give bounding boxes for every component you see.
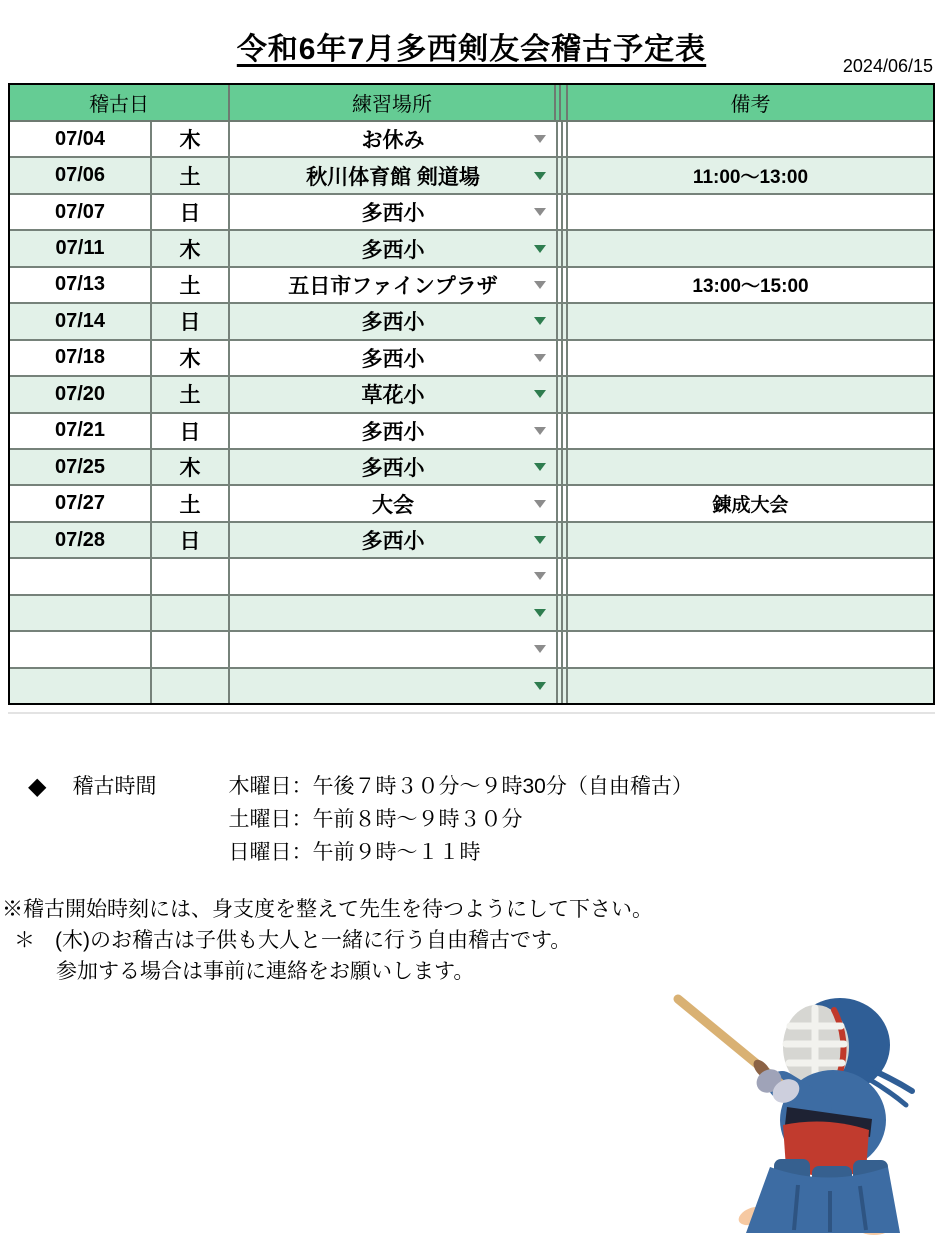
remarks-cell (568, 669, 933, 703)
table-row (10, 158, 933, 194)
dropdown-arrow-icon[interactable] (534, 536, 546, 544)
location-cell (230, 195, 556, 229)
dropdown-arrow-icon[interactable] (534, 682, 546, 690)
practice-date-cell (10, 596, 152, 630)
practice-date-cell: 07/20 (10, 377, 152, 411)
column-divider (556, 341, 568, 375)
practice-time-thursday: 木曜日：午後７時３０分〜９時30分（自由稽古） (228, 775, 693, 798)
column-divider (556, 122, 568, 156)
dropdown-arrow-icon[interactable] (534, 354, 546, 362)
location-cell (230, 486, 556, 520)
column-divider (556, 414, 568, 448)
dropdown-arrow-icon[interactable] (534, 645, 546, 653)
note-line-1: ※稽古開始時刻には、身支度を整えて先生を待つようにして下さい。 (2, 898, 653, 921)
column-divider (556, 377, 568, 411)
weekday-cell (152, 632, 230, 666)
remarks-cell (568, 122, 933, 156)
dropdown-arrow-icon[interactable] (534, 463, 546, 471)
location-text: 多西小 (361, 202, 425, 226)
dropdown-arrow-icon[interactable] (534, 208, 546, 216)
table-row (10, 268, 933, 304)
doc-date: 2024/06/15 (842, 56, 933, 76)
location-cell (230, 450, 556, 484)
weekday-cell: 土 (152, 486, 230, 520)
table-row (10, 559, 933, 595)
remarks-cell (568, 450, 933, 484)
dropdown-arrow-icon[interactable] (534, 500, 546, 508)
note-line-2-text: (木)のお稽古は子供も大人と一緒に行う自由稽古です。 (55, 929, 572, 952)
location-text: 多西小 (361, 420, 425, 444)
practice-date-cell: 07/18 (10, 341, 152, 375)
practice-time-section (28, 770, 693, 869)
practice-time-sunday: 日曜日：午前９時〜１１時 (228, 841, 481, 864)
note-line-2 (2, 925, 653, 956)
table-row (10, 304, 933, 340)
remarks-cell: 13:00〜15:00 (692, 276, 809, 298)
table-row (10, 596, 933, 632)
table-row (10, 195, 933, 231)
practice-time-label: 稽古時間 (72, 775, 157, 798)
column-divider (556, 195, 568, 229)
notes-section (2, 894, 653, 987)
col-header-practice-day: 稽古日 (10, 85, 230, 120)
location-cell (230, 523, 556, 557)
column-divider (556, 523, 568, 557)
dropdown-arrow-icon[interactable] (534, 172, 546, 180)
location-cell (230, 304, 556, 338)
location-cell (230, 268, 556, 302)
dropdown-arrow-icon[interactable] (534, 427, 546, 435)
column-divider (556, 596, 568, 630)
asterisk-marker: ＊ (14, 929, 35, 952)
col-header-location: 練習場所 (230, 85, 556, 120)
table-row (10, 377, 933, 413)
location-cell (230, 231, 556, 265)
practice-date-cell (10, 632, 152, 666)
practice-date-cell (10, 669, 152, 703)
practice-time-lines (228, 770, 692, 869)
weekday-cell: 日 (152, 523, 230, 557)
weekday-cell (152, 596, 230, 630)
remarks-cell (568, 632, 933, 666)
weekday-cell: 土 (152, 158, 230, 192)
column-divider (556, 559, 568, 593)
column-divider (556, 158, 568, 192)
column-divider (556, 304, 568, 338)
location-text: 秋川体育館 剣道場 (306, 165, 480, 189)
dropdown-arrow-icon[interactable] (534, 317, 546, 325)
diamond-bullet-icon: ◆ (28, 773, 47, 800)
location-cell (230, 158, 556, 192)
column-divider (556, 669, 568, 703)
location-text: 多西小 (361, 238, 425, 262)
table-row (10, 632, 933, 668)
weekday-cell: 木 (152, 231, 230, 265)
location-text: 草花小 (361, 384, 425, 408)
remarks-cell (568, 231, 933, 265)
location-cell (230, 377, 556, 411)
practice-date-cell: 07/14 (10, 304, 152, 338)
location-text: 五日市ファインプラザ (288, 274, 498, 298)
table-row (10, 669, 933, 703)
remarks-cell: 11:00〜13:00 (692, 167, 809, 189)
location-cell (230, 559, 556, 593)
dropdown-arrow-icon[interactable] (534, 572, 546, 580)
remarks-cell (568, 304, 933, 338)
table-row (10, 122, 933, 158)
column-divider (556, 268, 568, 302)
table-row (10, 231, 933, 267)
weekday-cell: 土 (152, 377, 230, 411)
column-divider (556, 486, 568, 520)
location-cell (230, 122, 556, 156)
location-text: 大会 (372, 493, 414, 517)
practice-date-cell: 07/27 (10, 486, 152, 520)
weekday-cell: 日 (152, 195, 230, 229)
practice-date-cell: 07/06 (10, 158, 152, 192)
practice-date-cell: 07/21 (10, 414, 152, 448)
location-text: 多西小 (361, 530, 425, 554)
dropdown-arrow-icon[interactable] (534, 609, 546, 617)
weekday-cell: 木 (152, 450, 230, 484)
weekday-cell (152, 669, 230, 703)
table-row (10, 486, 933, 522)
location-text: 多西小 (361, 311, 425, 335)
remarks-cell (568, 195, 933, 229)
table-row (10, 341, 933, 377)
practice-date-cell: 07/25 (10, 450, 152, 484)
practice-date-cell: 07/28 (10, 523, 152, 557)
column-divider (556, 231, 568, 265)
dropdown-arrow-icon[interactable] (534, 390, 546, 398)
note-line-3: 参加する場合は事前に連絡をお願いします。 (56, 960, 475, 983)
weekday-cell: 木 (152, 122, 230, 156)
location-text: 多西小 (361, 347, 425, 371)
remarks-cell (568, 523, 933, 557)
table-row (10, 450, 933, 486)
page-break-line (8, 712, 935, 714)
table-row (10, 414, 933, 450)
column-divider (556, 632, 568, 666)
location-cell (230, 632, 556, 666)
practice-date-cell: 07/04 (10, 122, 152, 156)
schedule-table (8, 83, 935, 705)
location-text: お休み (361, 129, 425, 153)
location-cell (230, 414, 556, 448)
practice-date-cell: 07/13 (10, 268, 152, 302)
weekday-cell (152, 559, 230, 593)
practice-date-cell (10, 559, 152, 593)
col-header-remarks: 備考 (730, 94, 771, 116)
location-cell (230, 669, 556, 703)
practice-time-saturday: 土曜日：午前８時〜９時３０分 (228, 808, 523, 831)
location-cell (230, 341, 556, 375)
weekday-cell: 日 (152, 414, 230, 448)
dropdown-arrow-icon[interactable] (534, 135, 546, 143)
weekday-cell: 日 (152, 304, 230, 338)
remarks-cell (568, 377, 933, 411)
remarks-cell (568, 559, 933, 593)
dropdown-arrow-icon[interactable] (534, 281, 546, 289)
remarks-cell (568, 341, 933, 375)
column-divider (556, 450, 568, 484)
column-divider (556, 85, 568, 120)
page-title: 令和6年7月多西剣友会稽古予定表 (236, 33, 707, 67)
table-row (10, 523, 933, 559)
table-body (10, 122, 933, 703)
dropdown-arrow-icon[interactable] (534, 245, 546, 253)
table-header-row (10, 85, 933, 122)
weekday-cell: 木 (152, 341, 230, 375)
weekday-cell: 土 (152, 268, 230, 302)
location-cell (230, 596, 556, 630)
remarks-cell (568, 414, 933, 448)
practice-date-cell: 07/07 (10, 195, 152, 229)
remarks-cell: 錬成大会 (712, 495, 789, 517)
practice-date-cell: 07/11 (10, 231, 152, 265)
location-text: 多西小 (361, 457, 425, 481)
kendo-illustration (648, 985, 940, 1240)
remarks-cell (568, 596, 933, 630)
